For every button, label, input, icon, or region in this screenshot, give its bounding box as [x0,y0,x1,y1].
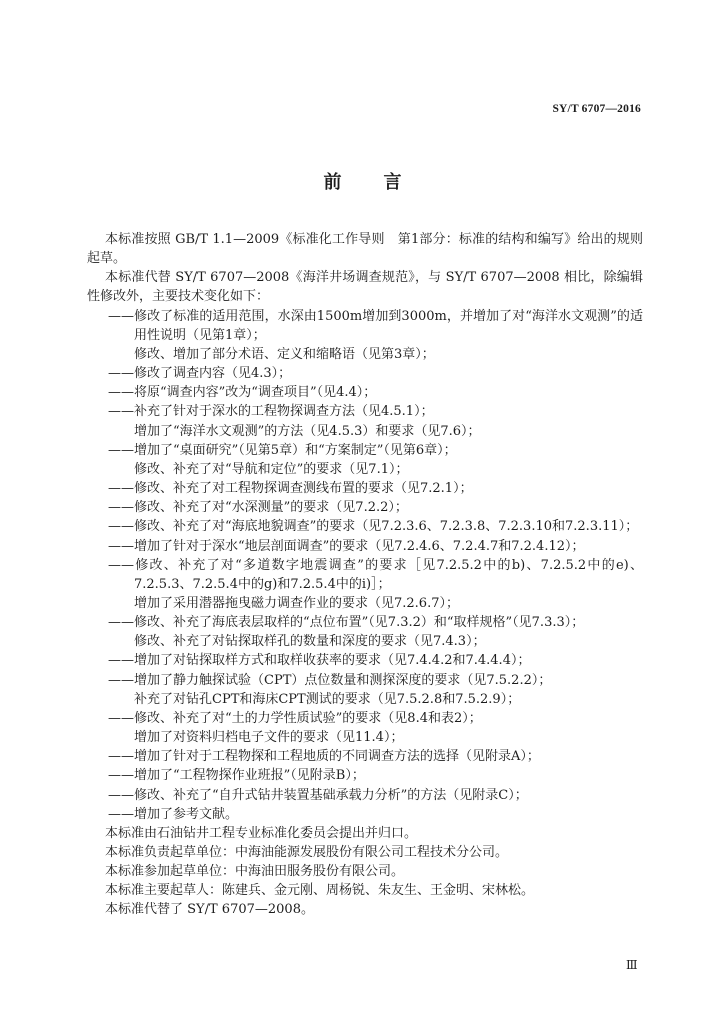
closing-paragraph-proposer: 本标准由石油钻井工程专业标准化委员会提出并归口。 [105,825,418,841]
change-list-item: ——修改、补充了对“海底地貌调查”的要求（见7.2.3.6、7.2.3.8、7.2.3.10和7.2.3.11）； [108,519,639,535]
change-list-item: 修改、补充了对“导航和定位”的要求（见7.1）； [134,461,409,477]
change-list-item: ——增加了对钻探取样方式和取样收获率的要求（见7.4.4.2和7.4.4.4）； [108,653,531,669]
intro-paragraph-replacement: 本标准代替 SY/T 6707—2008《海洋井场调查规范》，与 SY/T 6707—2008 相比，除编辑性修改外，主要技术变化如下： [87,270,643,305]
page-title: 前 言 [323,172,414,193]
change-list-item: ——修改、补充了对“水深测量”的要求（见7.2.2）； [108,500,408,516]
change-list-item: ——增加了“桌面研究”（见第5章）和“方案制定”（见第6章）； [108,442,457,458]
change-list-item: ——增加了“工程物探作业班报”（见附录B）； [108,768,365,784]
change-list-item: ——修改、补充了对工程物探调查测线布置的要求（见7.2.1）； [108,481,473,497]
change-list-item: ——修改、补充了对“多道数字地震调查”的要求［见7.2.5.2中的b)、7.2.5.2中的e)、7.2.5.3、7.2.5.4中的g)和7.2.5.4中的i)］； [108,557,643,592]
change-list-item: ——将原“调查内容”改为“调查项目”（见4.4）； [108,385,377,401]
closing-paragraph-replaces: 本标准代替了 SY/T 6707—2008。 [105,902,314,918]
change-list-item: ——修改、补充了对“土的力学性质试验”的要求（见8.4和表2）； [108,710,482,726]
change-list-item: ——修改、补充了海底表层取样的“点位布置”（见7.3.2）和“取样规格”（见7.3.3）； [108,615,585,631]
closing-paragraph-lead-drafter: 本标准负责起草单位：中海油能源发展股份有限公司工程技术分公司。 [105,845,509,860]
change-list-item: 增加了采用潜器拖曳磁力调查作业的要求（见7.2.6.7）； [134,595,459,611]
change-list-item: ——修改了调查内容（见4.3）； [108,366,292,382]
change-list-item: 修改、补充了对钻探取样孔的数量和深度的要求（见7.4.3）； [134,634,486,650]
intro-paragraph-drafting-rules: 本标准按照 GB/T 1.1—2009《标准化工作导则 第1部分：标准的结构和编写》给出的规则起草。 [87,232,643,267]
page-number: Ⅲ [626,958,638,972]
foreword-body [87,230,643,920]
change-list-item: ——增加了针对于工程物探和工程地质的不同调查方法的选择（见附录A）； [108,749,540,765]
change-list-item: ——增加了针对于深水“地层剖面调查”的要求（见7.2.4.6、7.2.4.7和7.2.4.12）； [108,538,585,554]
change-list-item: 增加了对资料归档电子文件的要求（见11.4）； [134,730,404,746]
closing-paragraph-main-drafters: 本标准主要起草人：陈建兵、金元刚、周杨锐、朱友生、王金明、宋林松。 [105,883,535,899]
closing-paragraph-participating-drafter: 本标准参加起草单位：中海油田服务股份有限公司。 [105,864,405,880]
document-code-header: SY/T 6707—2016 [552,103,641,115]
change-list-item: ——修改、补充了“自升式钻井装置基础承载力分析”的方法（见附录C）； [108,787,528,803]
change-list-item: ——增加了静力触探试验（CPT）点位数量和测探深度的要求（见7.5.2.2）； [108,672,552,688]
change-list-item: ——修改了标准的适用范围，水深由1500m增加到3000m，并增加了对“海洋水文观测”的适用性说明（见第1章）； [108,308,643,343]
change-list-item: 修改、增加了部分术语、定义和缩略语（见第3章）； [134,346,435,362]
change-list-item: 增加了“海洋水文观测”的方法（见4.5.3）和要求（见7.6）； [134,423,481,439]
change-list-item: ——补充了针对于深水的工程物探调查方法（见4.5.1）； [108,404,434,420]
technical-changes-list [87,307,643,824]
change-list-item: ——增加了参考文献。 [108,806,239,822]
change-list-item: 补充了对钻孔CPT和海床CPT测试的要求（见7.5.2.8和7.5.2.9）； [134,691,521,707]
